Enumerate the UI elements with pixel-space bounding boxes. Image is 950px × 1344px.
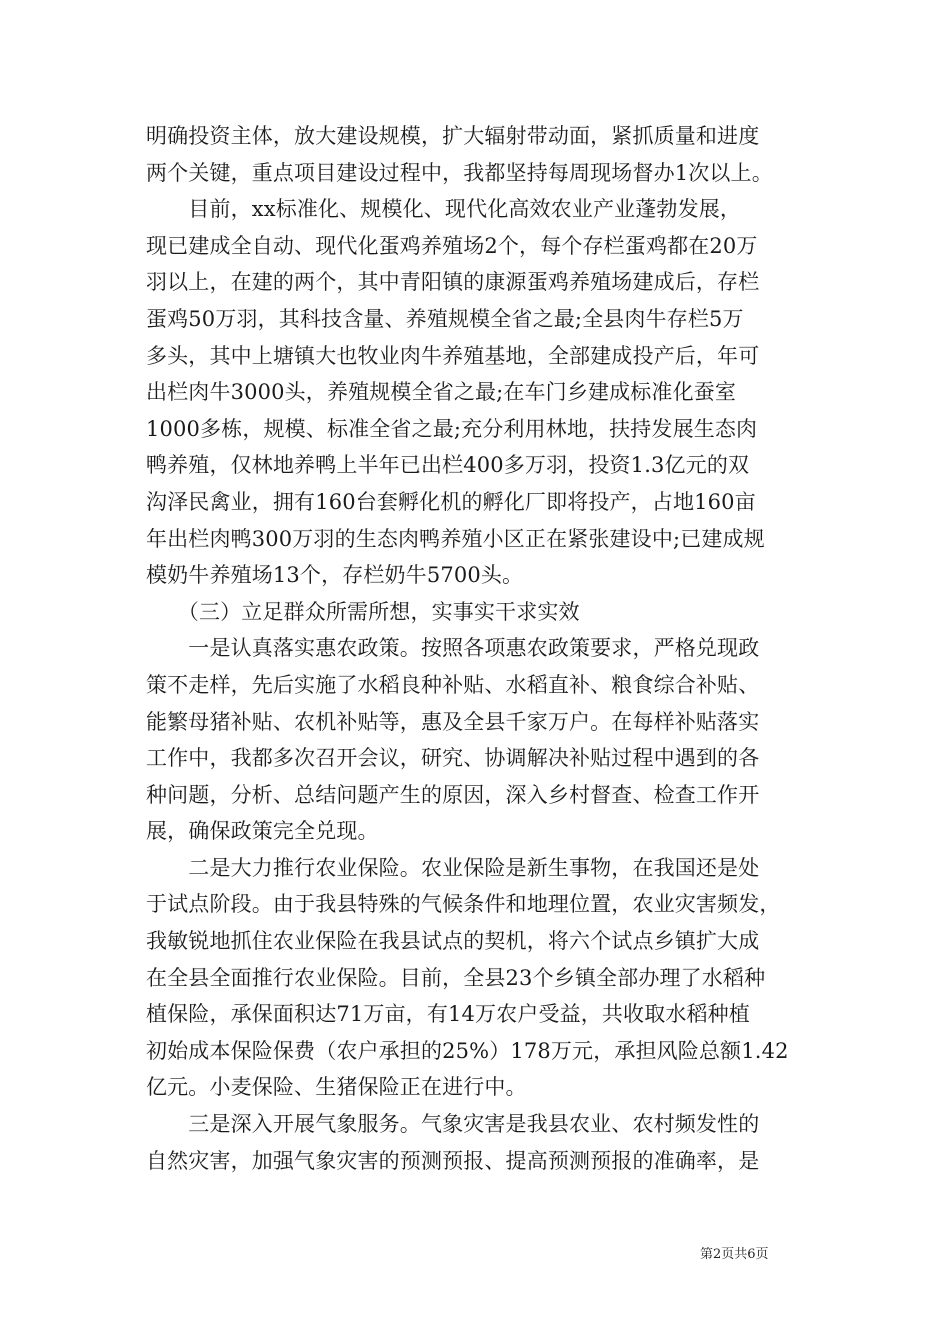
text-line: 策不走样，先后实施了水稻良种补贴、水稻直补、粮食综合补贴、 (146, 672, 760, 697)
text-line: 亿元。小麦保险、生猪保险正在进行中。 (146, 1075, 527, 1100)
text-line: 年出栏肉鸭300万羽的生态肉鸭养殖小区正在紧张建设中;已建成规 (146, 526, 765, 551)
text-line: 蛋鸡50万羽，其科技含量、养殖规模全省之最;全县肉牛存栏5万 (146, 306, 744, 331)
text-line: 展，确保政策完全兑现。 (146, 819, 379, 844)
text-line: 出栏肉牛3000头，养殖规模全省之最;在车门乡建成标准化蚕室 (146, 380, 737, 405)
text-line: 于试点阶段。由于我县特殊的气候条件和地理位置，农业灾害频发， (146, 892, 781, 917)
text-line: 一是认真落实惠农政策。按照各项惠农政策要求，严格兑现政 (146, 636, 760, 661)
text-line: 1000多栋，规模、标准全省之最;充分利用林地，扶持发展生态肉 (146, 416, 758, 441)
page-number: 第2页共6页 (700, 1247, 769, 1262)
text-line: 植保险，承保面积达71万亩，有14万农户受益，共收取水稻种植 (146, 1002, 750, 1027)
text-line: 种问题，分析、总结问题产生的原因，深入乡村督查、检查工作开 (146, 782, 760, 807)
text-line: 初始成本保险保费（农户承担的25%）178万元，承担风险总额1.42 (146, 1038, 789, 1063)
text-line: 我敏锐地抓住农业保险在我县试点的契机，将六个试点乡镇扩大成 (146, 929, 760, 954)
text-line: 鸭养殖，仅林地养鸭上半年已出栏400多万羽，投资1.3亿元的双 (146, 453, 750, 478)
body-text (146, 118, 810, 1179)
text-line: 能繁母猪补贴、农机补贴等，惠及全县千家万户。在每样补贴落实 (146, 709, 760, 734)
text-line: 三是深入开展气象服务。气象灾害是我县农业、农村频发性的 (146, 1112, 760, 1137)
text-line: 在全县全面推行农业保险。目前，全县23个乡镇全部办理了水稻种 (146, 965, 766, 990)
text-line: 目前，xx标准化、规模化、现代化高效农业产业蓬勃发展， (146, 197, 742, 222)
text-line: 两个关键，重点项目建设过程中，我都坚持每周现场督办1次以上。 (146, 160, 773, 185)
text-line: 模奶牛养殖场13个，存栏奶牛5700头。 (146, 563, 524, 588)
text-line: 工作中，我都多次召开会议，研究、协调解决补贴过程中遇到的各 (146, 746, 760, 771)
text-line: 沟泽民禽业，拥有160台套孵化机的孵化厂即将投产，占地160亩 (146, 489, 756, 514)
text-line: 二是大力推行农业保险。农业保险是新生事物，在我国还是处 (146, 855, 760, 880)
text-line: 羽以上，在建的两个，其中青阳镇的康源蛋鸡养殖场建成后，存栏 (146, 270, 760, 295)
text-line: 明确投资主体，放大建设规模，扩大辐射带动面，紧抓质量和进度 (146, 124, 760, 148)
text-line: 现已建成全自动、现代化蛋鸡养殖场2个，每个存栏蛋鸡都在20万 (146, 233, 758, 258)
text-line: 多头，其中上塘镇大也牧业肉牛养殖基地，全部建成投产后，年可 (146, 343, 760, 368)
section-heading: （三）立足群众所需所想，实事实干求实效 (146, 599, 580, 624)
text-line: 自然灾害，加强气象灾害的预测预报、提高预测预报的准确率，是 (146, 1148, 760, 1173)
